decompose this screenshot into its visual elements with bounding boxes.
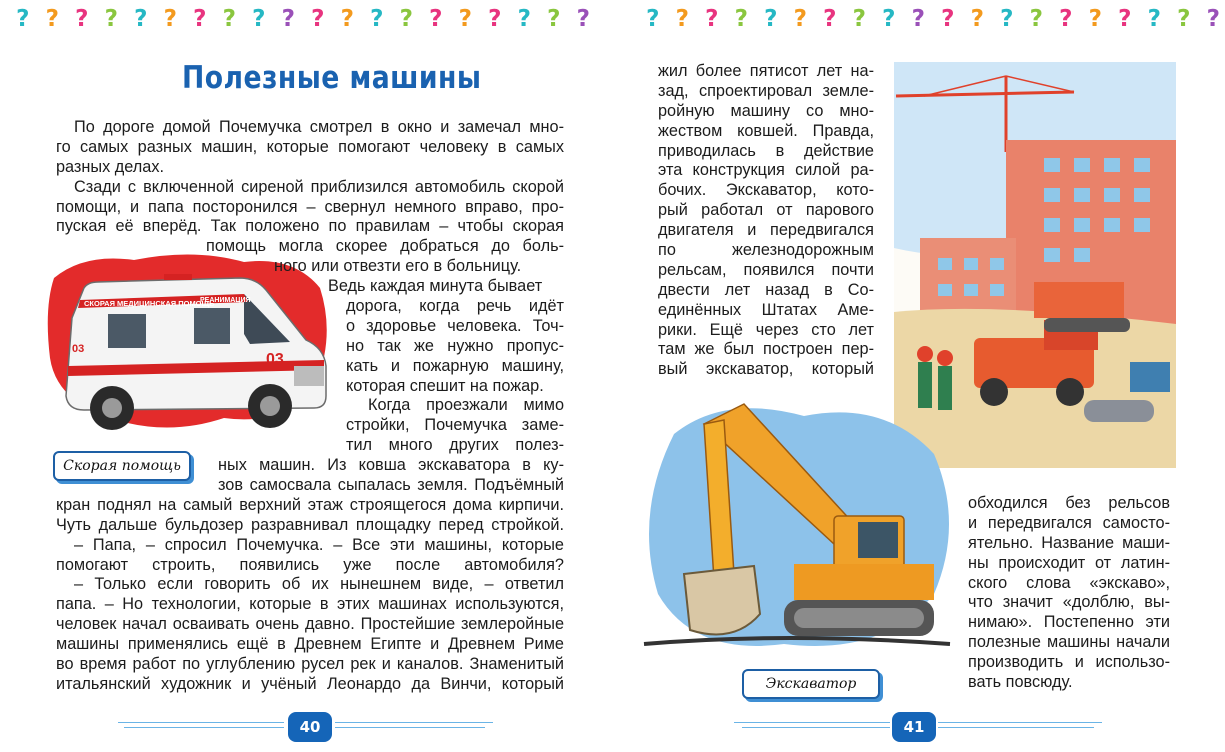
text-line: стройки, Почемучка заме- [346, 416, 564, 435]
text-line: что значит «долблю, вы- [968, 593, 1170, 612]
text-line: тил много других полез- [346, 436, 564, 455]
question-mark-icon: ? [1118, 6, 1132, 32]
ambulance-caption: Скорая помощь [53, 451, 191, 481]
text-line: дорога, когда речь идёт [346, 297, 564, 316]
question-mark-icon: ? [134, 6, 148, 32]
text-line: двести лет назад в Со- [658, 280, 874, 299]
right-page-text-bottom [968, 494, 1170, 693]
question-mark-icon: ? [517, 6, 531, 32]
question-mark-icon: ? [1000, 6, 1014, 32]
question-mark-icon: ? [970, 6, 984, 32]
right-page [612, 0, 1225, 752]
question-mark-icon: ? [764, 6, 778, 32]
question-mark-icon: ? [340, 6, 354, 32]
text-line: полезные машины начали [968, 633, 1170, 652]
question-mark-border-left [8, 4, 598, 34]
question-mark-icon: ? [370, 6, 384, 32]
left-page-text [56, 118, 564, 695]
text-line: ского слова «экскаво», [968, 573, 1170, 592]
question-mark-icon: ? [823, 6, 837, 32]
question-mark-icon: ? [429, 6, 443, 32]
text-line: ятельно. Название маши- [968, 533, 1170, 552]
text-line: человек начал осваивать очень давно. Простейшие землеройные [56, 615, 564, 634]
question-mark-icon: ? [16, 6, 30, 32]
question-mark-icon: ? [252, 6, 266, 32]
question-mark-icon: ? [163, 6, 177, 32]
question-mark-icon: ? [576, 6, 590, 32]
page-title: Полезные машины [182, 60, 482, 96]
question-mark-icon: ? [45, 6, 59, 32]
ambulance-number-rear: 03 [72, 343, 85, 355]
page-number-right: 41 [892, 712, 936, 742]
text-line: производить и использо- [968, 653, 1170, 672]
question-mark-icon: ? [75, 6, 89, 32]
footer-line-left-2 [124, 727, 284, 728]
question-mark-icon: ? [222, 6, 236, 32]
question-mark-icon: ? [1177, 6, 1191, 32]
text-line: рый работал от парового [658, 201, 874, 220]
question-mark-icon: ? [675, 6, 689, 32]
question-mark-icon: ? [547, 6, 561, 32]
text-line: ны происходит от латин- [968, 553, 1170, 572]
question-mark-icon: ? [882, 6, 896, 32]
question-mark-icon: ? [104, 6, 118, 32]
text-line: и передвигался самосто- [968, 513, 1170, 532]
excavator-caption: Экскаватор [742, 669, 880, 699]
text-line: жил более пятисот лет на- [658, 62, 874, 80]
text-line: разных делах. [56, 157, 164, 176]
footer-line-left [118, 722, 284, 723]
question-mark-icon: ? [705, 6, 719, 32]
question-mark-icon: ? [488, 6, 502, 32]
text-line: во время работ по углублению русел рек и каналов. Знаменитый [56, 655, 564, 674]
text-line: – Только если говорить об их нынешнем виде, – ответил [74, 575, 564, 594]
text-line: единённых Штатах Аме- [658, 300, 874, 319]
ambulance-side-text: СКОРАЯ МЕДИЦИНСКАЯ ПОМОЩЬ [84, 299, 215, 308]
footer-line-right [734, 722, 890, 723]
text-line: Чуть дальше бульдозер разравнивал площадку перед стройкой. [56, 515, 564, 534]
text-line: ройную машину со мно- [658, 101, 874, 120]
text-line: о здоровье человека. Точ- [346, 316, 564, 335]
text-line: машины применялись ещё в Древнем Египте и Древнем Риме [56, 635, 564, 654]
question-mark-icon: ? [941, 6, 955, 32]
footer-line-left-3 [335, 722, 493, 723]
question-mark-icon: ? [852, 6, 866, 32]
text-line: ного или отвезти его в больницу. [274, 257, 522, 276]
footer-line-left-4 [335, 727, 485, 728]
text-line: пуская её вперёд. Так положено по правилам – чтобы скорая [56, 217, 564, 236]
text-line: по железнодорожным [658, 241, 874, 260]
ambulance-roof-text: РЕАНИМАЦИЯ [200, 297, 251, 304]
question-mark-icon: ? [311, 6, 325, 32]
bulldozer [1034, 282, 1124, 318]
text-line: обходился без рельсов [968, 494, 1170, 512]
question-mark-icon: ? [793, 6, 807, 32]
excavator-body [794, 564, 934, 600]
question-mark-icon: ? [1088, 6, 1102, 32]
text-line: папа. – Но технологии, которые в этих машинах используются, [56, 595, 564, 614]
question-mark-icon: ? [911, 6, 925, 32]
ambulance-number: 03 [266, 351, 284, 368]
question-mark-icon: ? [399, 6, 413, 32]
question-mark-border-right [638, 4, 1225, 34]
text-line: бочих. Экскаватор, кото- [658, 181, 874, 200]
text-line: Сзади с включенной сиреной приблизился автомобиль скорой [74, 177, 564, 196]
text-line: которая спешит на пожар. [346, 376, 544, 395]
text-line: там же был построен пер- [658, 340, 874, 359]
question-mark-icon: ? [193, 6, 207, 32]
text-line: двигателя и передвигался [658, 221, 874, 240]
text-line: Когда проезжали мимо [368, 396, 564, 415]
text-line: нимаю». Постепенно эти [968, 613, 1170, 632]
text-line: кать и пожарную машину, [346, 356, 564, 375]
question-mark-icon: ? [1029, 6, 1043, 32]
question-mark-icon: ? [458, 6, 472, 32]
text-line: зад, спроектировал земле- [658, 81, 874, 100]
text-line: эта конструкция силой ра- [658, 161, 874, 180]
text-line: но так же нужно пропус- [346, 336, 564, 355]
text-line: помогают строить, появились уже после автомобиля? [56, 555, 564, 574]
question-mark-icon: ? [1206, 6, 1220, 32]
text-line: – Папа, – спросил Почемучка. – Все эти машины, которые [74, 535, 564, 554]
question-mark-icon: ? [734, 6, 748, 32]
text-line: ных машин. Из ковша экскаватора в ку- [218, 456, 564, 475]
text-line: По дороге домой Почемучка смотрел в окно и замечал мно- [74, 118, 564, 136]
text-line: приводилась в действие [658, 141, 874, 160]
question-mark-icon: ? [281, 6, 295, 32]
text-line: помощь могла скорее добраться до боль- [206, 237, 564, 256]
footer-line-right-4 [938, 727, 1094, 728]
question-mark-icon: ? [646, 6, 660, 32]
question-mark-icon: ? [1059, 6, 1073, 32]
excavator-bucket [684, 566, 760, 634]
page-number-left: 40 [288, 712, 332, 742]
text-line: итальянский художник и учёный Леонардо да Винчи, который [56, 674, 564, 693]
text-line: Ведь каждая минута бывает [328, 277, 543, 296]
footer-line-right-2 [742, 727, 890, 728]
text-line: рельсам, появился почти [658, 260, 874, 279]
text-line: зов самосвала сыпалась земля. Подъёмный [218, 476, 564, 495]
text-line: го самых разных машин, которые помогают человеку в самых [56, 137, 564, 156]
excavator-illustration [634, 394, 954, 660]
text-line: вый экскаватор, который [658, 360, 874, 379]
right-page-text-top [658, 62, 874, 380]
text-line: вать повсюду. [968, 673, 1073, 692]
question-mark-icon: ? [1147, 6, 1161, 32]
text-line: рики. Ещё через сто лет [658, 320, 874, 339]
text-line: кран поднял на самый верхний этаж строящегося дома кирпичи. [56, 495, 564, 514]
footer-line-right-3 [938, 722, 1102, 723]
left-page [0, 0, 612, 752]
text-line: жеством ковшей. Правда, [658, 121, 874, 140]
text-line: помощи, и папа посторонился – свернул немного вправо, про- [56, 197, 564, 216]
pipes [1084, 400, 1154, 422]
